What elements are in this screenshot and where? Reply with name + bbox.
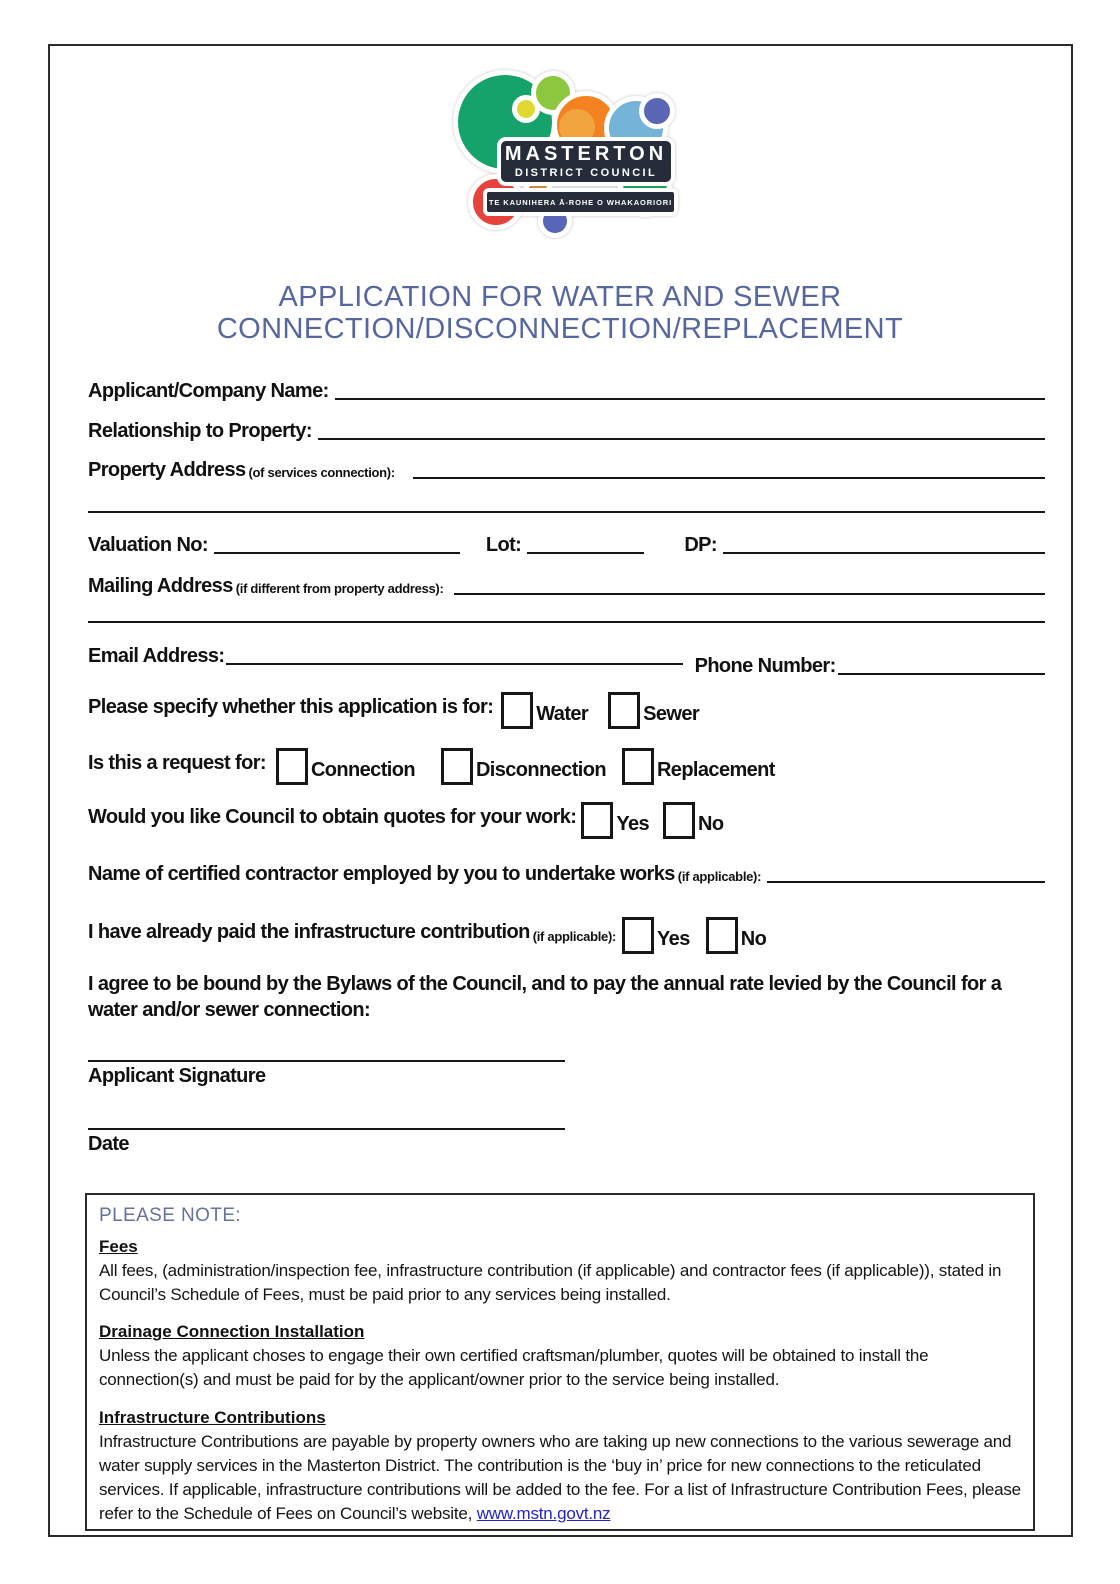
applicant-name-input-line[interactable] — [335, 397, 1045, 400]
please-note-box — [85, 1193, 1035, 1531]
signature-line[interactable] — [88, 1036, 565, 1062]
valuation-label: Valuation No: — [88, 534, 208, 556]
note-title: PLEASE NOTE: — [99, 1205, 242, 1226]
contractor-input-line[interactable] — [767, 880, 1045, 883]
dp-input-line[interactable] — [723, 551, 1045, 554]
lot-label: Lot: — [485, 534, 522, 556]
contribution-no-checkbox[interactable] — [706, 917, 738, 954]
signature-label: Applicant Signature — [88, 1065, 266, 1087]
mailing-address-input-line-2[interactable] — [88, 620, 1045, 623]
contribution-question: I have already paid the infrastructure contribution — [88, 921, 530, 943]
quotes-question: Would you like Council to obtain quotes for your work: — [88, 806, 577, 828]
logo-nameplate — [497, 137, 675, 186]
mailing-address-note: (if different from property address): — [235, 581, 444, 596]
replacement-option-label: Replacement — [656, 759, 775, 781]
infrastructure-body — [99, 1430, 1021, 1527]
signature-block — [88, 1036, 565, 1088]
connection-option-label: Connection — [310, 759, 415, 781]
drainage-heading: Drainage Connection Installation — [99, 1322, 365, 1342]
disconnection-checkbox[interactable] — [441, 748, 473, 785]
infrastructure-body-text: Infrastructure Contributions are payable by property owners who are taking up new connections to the various sewerage and water supply services in the Masterton District. The contribution is the ‘buy in’ price for new connections to the reticulated services. If applicable, infrastructure contributions will be added to the fee. For a list of Infrastructure Contribution Fees, please refer to the Schedule of Fees on Council’s website, — [99, 1431, 1021, 1523]
application-type-question: Please specify whether this application is for: — [88, 696, 494, 718]
council-logo — [455, 60, 695, 232]
phone-input-line[interactable] — [838, 672, 1045, 675]
lot-input-line[interactable] — [527, 551, 644, 554]
relationship-input-line[interactable] — [318, 437, 1045, 440]
logo-name-text: MASTERTON — [504, 143, 668, 165]
contractor-label: Name of certified contractor employed by you to undertake works — [88, 863, 675, 885]
date-line[interactable] — [88, 1104, 565, 1130]
contribution-note: (if applicable): — [532, 929, 617, 944]
sewer-option-label: Sewer — [643, 703, 700, 725]
drainage-body: Unless the applicant choses to engage their own certified craftsman/plumber, quotes will be obtained to install the connection(s) and must be paid for by the applicant/owner prior to the service being installed. — [99, 1346, 929, 1390]
replacement-checkbox[interactable] — [622, 748, 654, 785]
property-address-label: Property Address — [88, 459, 246, 481]
property-address-input-line-2[interactable] — [88, 510, 1045, 513]
mailing-address-input-line[interactable] — [454, 592, 1046, 595]
contribution-no-label: No — [740, 928, 767, 950]
logo-tagline-bar: TE KAUNIHERA Ā-ROHE O WHAKAORIORI — [483, 188, 678, 216]
phone-label: Phone Number: — [694, 655, 836, 677]
date-block — [88, 1104, 565, 1156]
applicant-name-label: Applicant/Company Name: — [88, 380, 329, 402]
email-input-line[interactable] — [226, 662, 682, 665]
email-label: Email Address: — [88, 645, 225, 667]
contractor-note: (if applicable): — [677, 869, 762, 884]
date-label: Date — [88, 1133, 129, 1155]
valuation-input-line[interactable] — [214, 551, 460, 554]
page-title-line2: CONNECTION/DISCONNECTION/REPLACEMENT — [216, 313, 904, 346]
quotes-yes-checkbox[interactable] — [581, 802, 613, 839]
page-title-line1: APPLICATION FOR WATER AND SEWER — [278, 281, 842, 313]
water-checkbox[interactable] — [501, 692, 533, 729]
infrastructure-heading: Infrastructure Contributions — [99, 1407, 326, 1427]
logo-subtitle-text: DISTRICT COUNCIL — [514, 167, 658, 179]
mailing-address-label: Mailing Address — [88, 575, 233, 597]
website-link[interactable]: www.mstn.govt.nz — [476, 1503, 611, 1523]
request-type-question: Is this a request for: — [88, 752, 266, 774]
water-option-label: Water — [536, 703, 589, 725]
fees-heading: Fees — [99, 1237, 138, 1256]
relationship-label: Relationship to Property: — [88, 420, 312, 442]
dp-label: DP: — [684, 534, 717, 556]
sewer-checkbox[interactable] — [608, 692, 640, 729]
agreement-text: I agree to be bound by the Bylaws of the Council, and to pay the annual rate levied by the Council for a water and/or sewer connection: — [88, 973, 1002, 1022]
property-address-input-line[interactable] — [413, 476, 1045, 479]
quotes-no-checkbox[interactable] — [663, 802, 695, 839]
contribution-yes-checkbox[interactable] — [622, 917, 654, 954]
quotes-no-label: No — [698, 813, 724, 835]
page-title — [0, 281, 1120, 346]
fees-body: All fees, (administration/inspection fee, infrastructure contribution (if applicable) and contractor fees (if applicable)), stated in Council’s Schedule of Fees, must be paid prior to any services being installed. — [99, 1261, 1002, 1305]
contribution-yes-label: Yes — [657, 928, 690, 950]
logo-circle-blue — [639, 93, 675, 129]
quotes-yes-label: Yes — [616, 813, 650, 835]
disconnection-option-label: Disconnection — [475, 759, 606, 781]
property-address-note: (of services connection): — [248, 465, 395, 480]
connection-checkbox[interactable] — [276, 748, 308, 785]
